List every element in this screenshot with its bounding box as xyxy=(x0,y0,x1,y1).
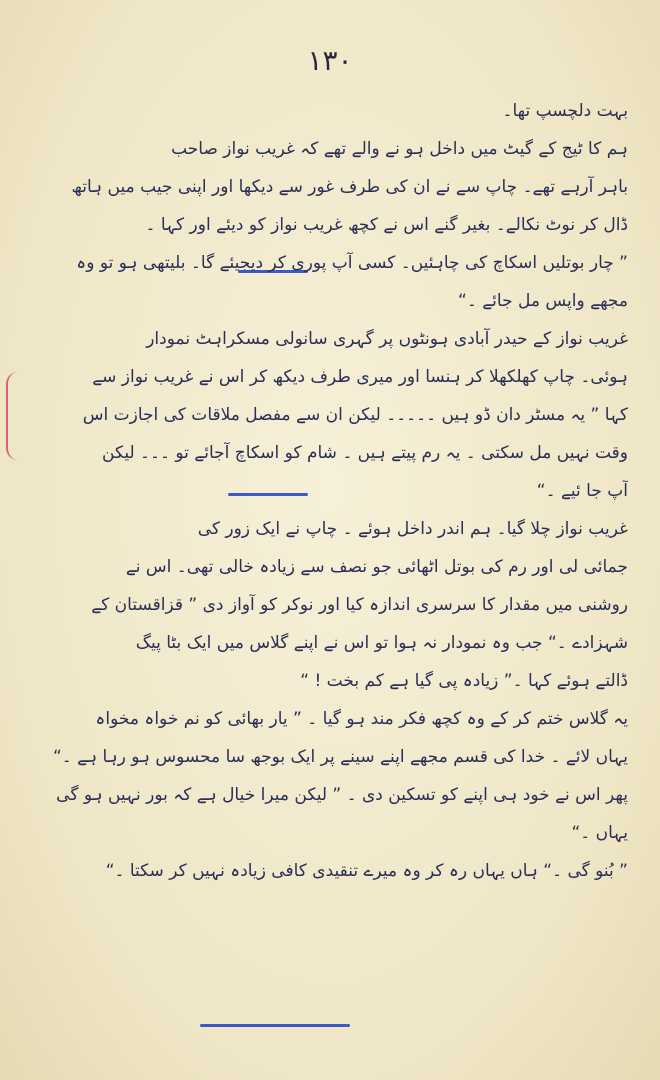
text-line: پھر اس نے خود ہی اپنے کو تسکین دی ۔ ” لیکن میرا خیال ہے کہ بور نہیں ہو گی xyxy=(56,785,628,805)
text-line: غریب نواز کے حیدر آبادی ہونٹوں پر گہری سانولی مسکراہٹ نمودار xyxy=(146,329,628,349)
ink-underline xyxy=(200,1024,350,1027)
text-line: ہوئی۔ چاپ کھلکھلا کر ہنسا اور میری طرف دیکھ کر اس نے غریب نواز سے xyxy=(92,367,628,387)
text-line: ” چار بوتلیں اسکاچ کی چاہئیں۔ کسی آپ پوری کر دیجیئے گا۔ بلیتھی ہو تو وہ xyxy=(76,253,628,273)
page-text xyxy=(28,92,628,890)
text-line: ہم کا ٹیج کے گیٹ میں داخل ہو نے والے تھے کہ غریب نواز صاحب xyxy=(171,139,628,159)
text-line: وقت نہیں مل سکتی ۔ یہ رم پیتے ہیں ۔ شام کو اسکاچ آجائے تو ۔۔۔ لیکن xyxy=(102,443,628,463)
text-line: غریب نواز چلا گیا۔ ہم اندر داخل ہوئے ۔ چاپ نے ایک زور کی xyxy=(197,519,628,539)
text-line: یہاں ۔“ xyxy=(571,823,628,843)
text-line: ڈالتے ہوئے کہا ۔” زیادہ پی گیا ہے کم بخت ! “ xyxy=(300,671,628,691)
text-line: بہت دلچسپ تھا۔ xyxy=(502,101,628,121)
text-line: یہ گلاس ختم کر کے وہ کچھ فکر مند ہو گیا ۔ ” یار بھائی کو نم خواہ مخواہ xyxy=(95,709,628,729)
text-line: مجھے واپس مل جائے ۔“ xyxy=(458,291,628,311)
text-line: ڈال کر نوٹ نکالے۔ بغیر گنے اس نے کچھ غریب نواز کو دیئے اور کہا ۔ xyxy=(145,215,628,235)
text-line: روشنی میں مقدار کا سرسری اندازہ کیا اور نوکر کو آواز دی ” قزاقستان کے xyxy=(91,595,628,615)
page-number: ١٣٠ xyxy=(307,44,353,77)
text-line: جمائی لی اور رم کی بوتل اٹھائی جو نصف سے زیادہ خالی تھی۔ اس نے xyxy=(125,557,628,577)
margin-bracket-mark xyxy=(6,372,18,460)
text-line: یہاں لائے ۔ خدا کی قسم مجھے اپنے سینے پر ایک بوجھ سا محسوس ہو رہا ہے ۔“ xyxy=(52,747,628,767)
text-line: ” بُنو گی ۔“ ہاں یہاں رہ کر وہ میرے تنقیدی کافی زیادہ نہیں کر سکتا ۔“ xyxy=(105,861,628,881)
text-line: آپ جا ئیے ۔“ xyxy=(536,481,628,501)
text-line: باہر آرہے تھے۔ چاپ سے نے ان کی طرف غور سے دیکھا اور اپنی جیب میں ہاتھ xyxy=(71,177,628,197)
text-line: شہزادے ۔“ جب وہ نمودار نہ ہوا تو اس نے اپنے گلاس میں ایک بٹا پیگ xyxy=(135,633,628,653)
text-line: کہا ” یہ مسٹر دان ڈو ہیں ۔۔۔۔۔ لیکن ان سے مفصل ملاقات کی اجازت اس xyxy=(82,405,628,425)
